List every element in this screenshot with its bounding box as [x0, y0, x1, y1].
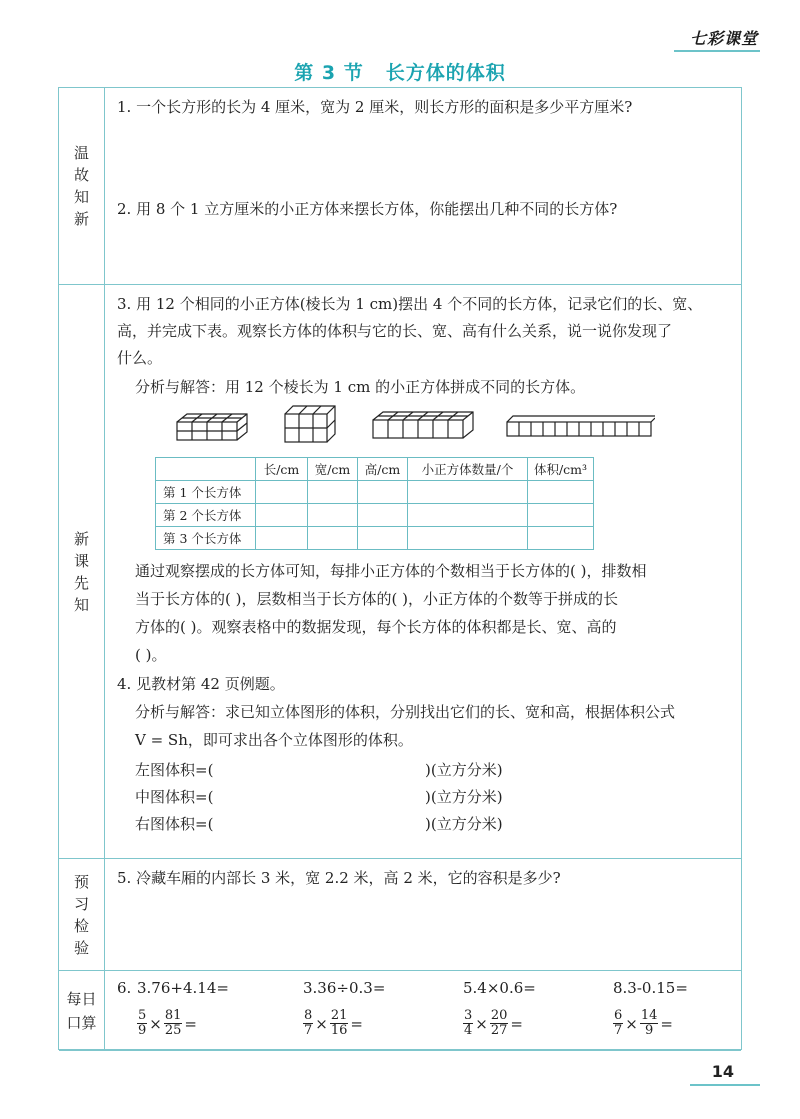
- worksheet-frame: [58, 87, 742, 1050]
- q6-prefix: 6.: [117, 979, 132, 997]
- question-4: 4. 见教材第 42 页例题。: [117, 675, 285, 693]
- record-table: [155, 457, 594, 550]
- cuboid-3-illustration: [373, 412, 473, 438]
- q3-fill-line-4: ( )。: [135, 646, 167, 664]
- section-number: 第 3 节: [294, 62, 364, 84]
- volume-middle-label: 中图体积=(: [135, 788, 214, 806]
- frac-calc-1: $\frac{5}{9}$ × $\frac{81}{25}$ =: [138, 1008, 197, 1038]
- q3-fill-line-3: 方体的( )。观察表格中的数据发现，每个长方体的体积都是长、宽、高的: [135, 618, 617, 636]
- question-1: 1. 一个长方形的长为 4 厘米，宽为 2 厘米，则长方形的面积是多少平方厘米?: [117, 98, 633, 116]
- frac-calc-2: $\frac{8}{7}$ × $\frac{21}{16}$ =: [304, 1008, 363, 1038]
- fraction: $\frac{21}{16}$: [330, 1008, 348, 1038]
- section-label-preview: 预习检验: [59, 859, 105, 970]
- calc-1: 3.76+4.14=: [137, 979, 229, 997]
- section-review: [59, 88, 741, 285]
- volume-right-label: 右图体积=(: [135, 815, 214, 833]
- calc-2: 3.36÷0.3=: [303, 979, 386, 997]
- fraction: $\frac{81}{25}$: [164, 1008, 182, 1038]
- col-header-width: 宽/cm: [308, 458, 358, 481]
- frac-calc-4: $\frac{6}{7}$ × $\frac{14}{9}$ =: [614, 1008, 673, 1038]
- col-header-volume: 体积/cm³: [528, 458, 594, 481]
- q3-fill-line-1: 通过观察摆成的长方体可知，每排小正方体的个数相当于长方体的( )，排数相: [135, 562, 647, 580]
- volume-left-label: 左图体积=(: [135, 761, 214, 779]
- brand-logo: 七彩课堂: [689, 29, 758, 48]
- review-content: [117, 88, 731, 284]
- table-row: 第 1 个长方体: [156, 481, 594, 504]
- fraction: $\frac{5}{9}$: [138, 1008, 147, 1038]
- col-header-count: 小正方体数量/个: [408, 458, 528, 481]
- calc-4: 8.3-0.15=: [613, 979, 688, 997]
- col-header-length: 长/cm: [256, 458, 308, 481]
- section-label-review: 温故知新: [59, 88, 105, 284]
- cuboid-2-illustration: [285, 406, 335, 442]
- q4-analysis-line-2: V = Sh，即可求出各个立体图形的体积。: [135, 731, 413, 749]
- volume-middle-unit: )(立方分米): [425, 788, 503, 806]
- section-label-daily: 每日口算: [59, 971, 105, 1050]
- cuboid-1-illustration: [177, 414, 247, 440]
- page-title: [0, 58, 800, 85]
- preview-content: [117, 859, 731, 970]
- volume-left-unit: )(立方分米): [425, 761, 503, 779]
- brand-underline: [674, 50, 760, 52]
- section-daily: [59, 971, 741, 1051]
- daily-content: [117, 971, 731, 1050]
- table-row: 第 3 个长方体: [156, 527, 594, 550]
- section-preview: [59, 859, 741, 971]
- section-title: 长方体的体积: [385, 62, 506, 84]
- q3-fill-line-2: 当于长方体的( )，层数相当于长方体的( )，小正方体的个数等于拼成的长: [135, 590, 618, 608]
- frac-calc-3: $\frac{3}{4}$ × $\frac{20}{27}$ =: [464, 1008, 523, 1038]
- q3-line-1: 3. 用 12 个相同的小正方体(棱长为 1 cm)摆出 4 个不同的长方体，记录它们的长、宽、: [117, 295, 703, 313]
- question-2: 2. 用 8 个 1 立方厘米的小正方体来摆长方体，你能摆出几种不同的长方体?: [117, 200, 618, 218]
- col-header-height: 高/cm: [358, 458, 408, 481]
- table-row: 第 2 个长方体: [156, 504, 594, 527]
- fraction: $\frac{20}{27}$: [490, 1008, 508, 1038]
- cuboid-4-illustration: [507, 416, 655, 436]
- table-header-row: [156, 458, 594, 481]
- fraction: $\frac{6}{7}$: [614, 1008, 623, 1038]
- volume-right-unit: )(立方分米): [425, 815, 503, 833]
- q3-line-2: 高，并完成下表。观察长方体的体积与它的长、宽、高有什么关系，说一说你发现了: [117, 322, 673, 340]
- fraction: $\frac{14}{9}$: [640, 1008, 658, 1038]
- cuboid-illustrations: [115, 400, 655, 450]
- page-number-underline: [690, 1084, 760, 1086]
- fraction: $\frac{8}{7}$: [304, 1008, 313, 1038]
- page-number: 14: [711, 1062, 734, 1081]
- fraction: $\frac{3}{4}$: [464, 1008, 473, 1038]
- q3-analysis: 分析与解答：用 12 个棱长为 1 cm 的小正方体拼成不同的长方体。: [135, 378, 586, 396]
- q4-analysis-line-1: 分析与解答：求已知立体图形的体积，分别找出它们的长、宽和高，根据体积公式: [135, 703, 676, 721]
- question-5: 5. 冷藏车厢的内部长 3 米，宽 2.2 米，高 2 米，它的容积是多少?: [117, 869, 561, 887]
- section-label-new: 新课先知: [59, 285, 105, 858]
- calc-3: 5.4×0.6=: [463, 979, 536, 997]
- q3-line-3: 什么。: [117, 349, 163, 367]
